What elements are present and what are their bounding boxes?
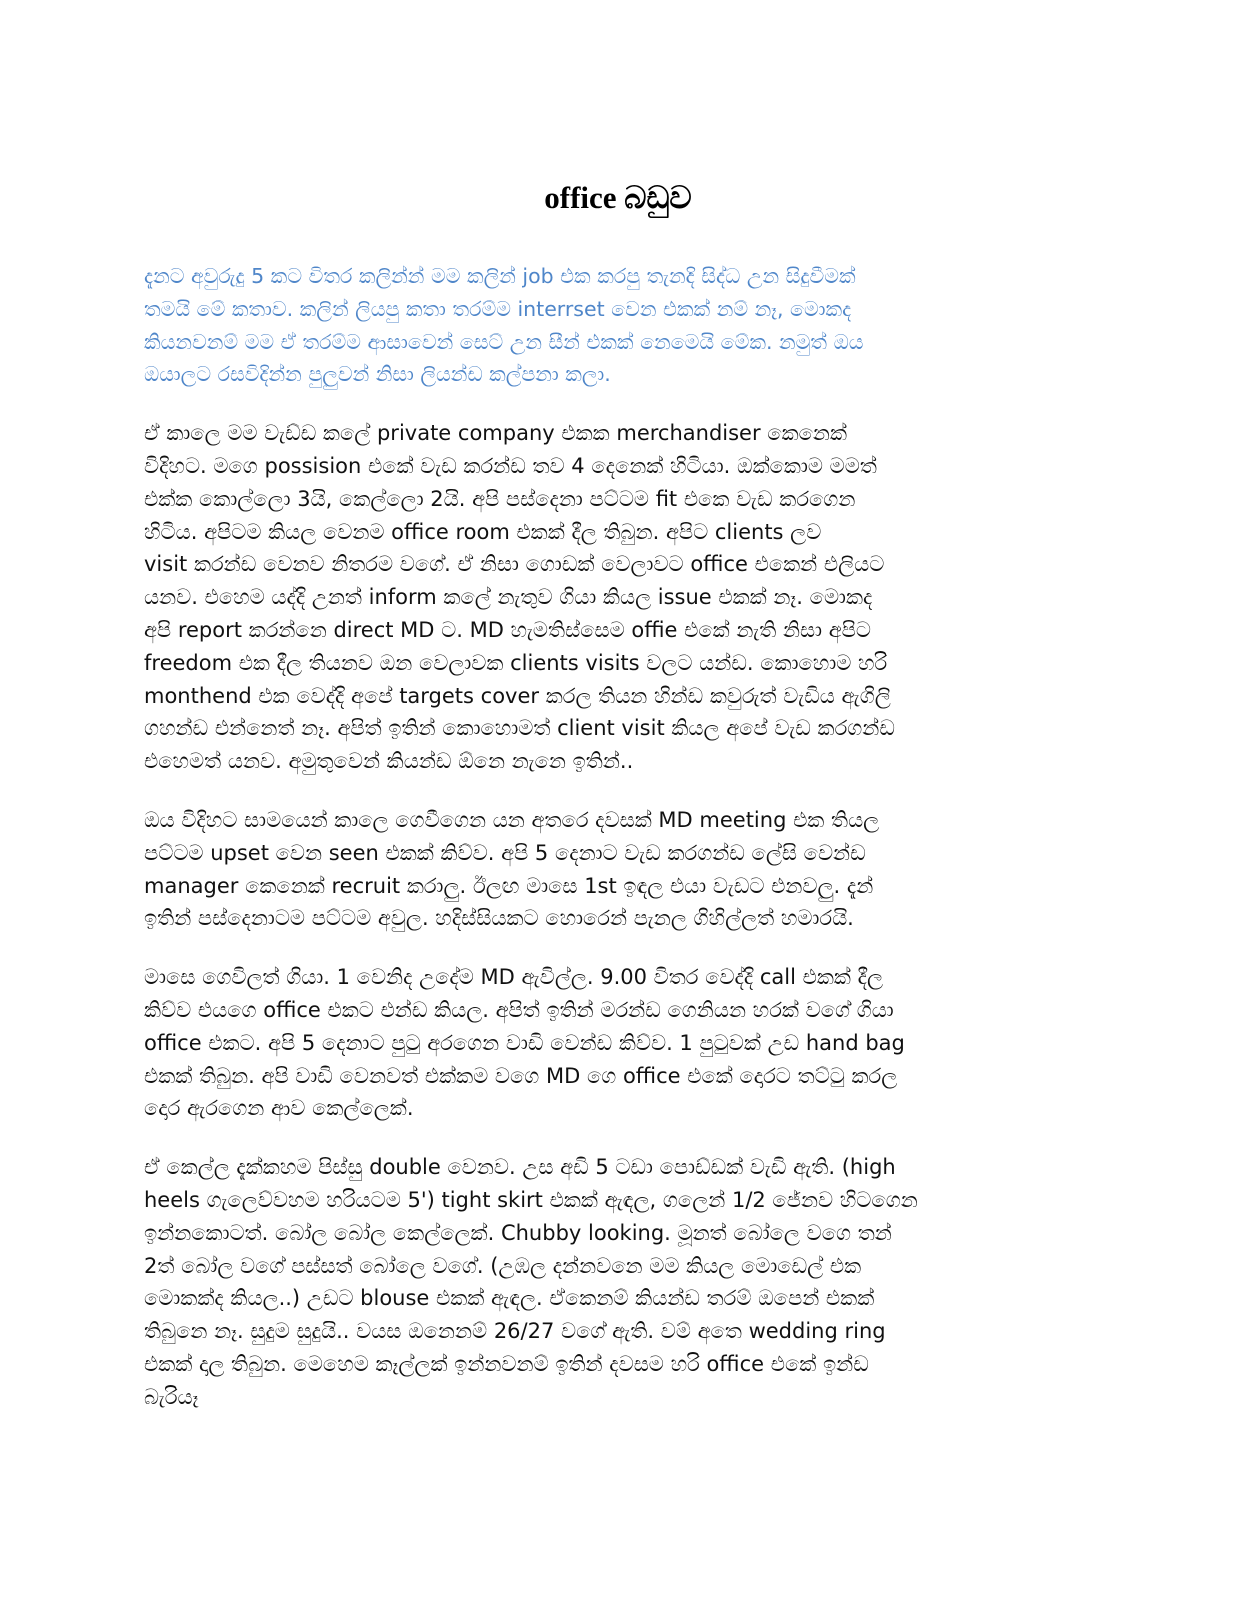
document-title: office බඩුව [544, 180, 692, 215]
text-line: heels ගැලෙව්වහම හරියටම 5') tight skirt එකක් ඇඳල, ගලෙන් 1/2 ජේනව හිටගෙන [144, 1187, 918, 1212]
text-line: බැරියෑ [144, 1384, 199, 1409]
intro-paragraph [144, 260, 1084, 391]
text-line: ගහන්ඩ එන්නෙත් නෑ. අපිත් ඉතින් කොහොමත් client visit කියල අපේ වැඩ කරගන්ඩ [144, 716, 895, 741]
text-line: freedom එක දීල තියනව ඔන වෙලාවක clients visits වලට යන්ඩ. කොහොම හරි [144, 650, 888, 675]
text-line: monthend එක වෙද්දි අපේ targets cover කරල තියන හින්ඩ කවුරුත් වැඩිය ඇගිලි [144, 683, 891, 708]
text-line: ඉතින් පස්දෙනාටම පට්ටම අවුල. හදිස්සියකට හොරෙන් පැනල ගිහිල්ලත් හමාරයි. [144, 906, 854, 931]
text-line: එකක් තිබුන. අපි වාඩි වෙනවත් එක්කම වගෙ MD ගෙ office එකේ දොරට තට්ටු කරල [144, 1063, 898, 1088]
document-body [144, 260, 1084, 1440]
text-line: ඔය විදිහට සාමයෙන් කාලෙ ගෙවීගෙන යන අතරෙ දවසක් MD meeting එක තියල [144, 807, 880, 832]
text-line: visit කරන්ඩ වෙනව නිතරම වගේ. ඒ නිසා ගොඩක් වෙලාවට office එකෙන් එලියට [144, 552, 885, 577]
text-line: මොකක්ද කියල..) උඩට blouse එකක් ඇඳල. ඒකෙනම් කියන්ඩ තරම් ඔපෙන් එකක් [144, 1286, 875, 1311]
paragraph-2 [144, 804, 1084, 935]
paragraph-1 [144, 417, 1084, 778]
text-line: හිටිය. අපිටම කියල වෙනම office room එකක් දීල තිබුන. අපිට clients ලව [144, 519, 822, 544]
paragraph-3 [144, 961, 1084, 1125]
text-line: මාසෙ ගෙවිලත් ගියා. 1 වෙනිද උදේම MD ඇවිල්ල. 9.00 විතර වෙද්දි call එකක් දීල [144, 965, 883, 990]
text-line: තිබුනෙ නෑ. සුදුම සුදුයි.. වයස ඔනෙනම් 26/27 වගේ ඇති. වම් අතෙ wedding ring [144, 1319, 886, 1344]
text-line: එකක් දාල තිබුන. මෙහෙම කෑල්ලක් ඉන්නවනම් ඉතින් දවසම හරි office එකේ ඉන්ඩ [144, 1351, 869, 1376]
text-line: යනව. එහෙම යද්දි උනත් inform කලේ නැතුව ගියා කියල issue එකක් නෑ. මොකද [144, 585, 873, 610]
text-line: කියනවනම් මම ඒ තරම්ම ආසාවෙන් සෙට් උන සීන් එකක් නෙමෙයි මේක. නමුත් ඔය [144, 329, 864, 354]
text-line: manager කෙනෙක් recruit කරාලු. ඊලඟ මාසෙ 1st ඉඳල එයා වැඩට එනවලු. දැන් [144, 873, 874, 898]
text-line: පට්ටම upset වෙන seen එකක් කිව්ව. අපි 5 දෙනාට වැඩ කරගන්ඩ ලේසි වෙන්ඩ [144, 840, 866, 865]
text-line: දැනට අවුරුදු 5 කට විතර කලින්න් මම කලින් job එක කරපු තැනදි සිද්ධ උන සිදුවීමක් [144, 264, 856, 288]
text-line: එහෙමත් යනව. අමුතුවෙන් කියන්ඩ ඕනෙ නැනෙ ඉතින්.. [144, 749, 634, 774]
text-line: ඒ කාලෙ මම වැඩ්ඩ කලේ private company එකක merchandiser කෙනෙක් [144, 421, 848, 446]
text-line: දොර ඇරගෙන ආව කෙල්ලෙක්. [144, 1096, 414, 1121]
text-line: ඒ කෙල්ල දැක්කහම පිස්සු double වෙනව. උස අඩි 5 ටඩා පොඩ්ඩක් වැඩි ඇති. (high [144, 1155, 896, 1180]
text-line: office එකට. අපි 5 දෙනාට පුටු අරගෙන වාඩි වෙන්ඩ කිව්ව. 1 පුටුවක් උඩ hand bag [144, 1030, 905, 1055]
text-line: 2ත් බෝල වගේ පස්සත් බෝලෙ වගේ. (උඹල දන්නවනෙ මම කියල මොඩෙල් එක [144, 1253, 862, 1278]
text-line: තමයි මේ කතාව. කලින් ලියපු කතා තරම්ම interrset වෙන එකක් නම් නෑ, මොකද [144, 296, 852, 321]
text-line: විදිහට. මගෙ possision එකේ වැඩ කරන්ඩ තව 4 දෙනෙක් හිටියා. ඔක්කොම මමත් [144, 453, 877, 478]
text-line: ඔයාලට රසවිදින්න පුලුවන් නිසා ලියන්ඩ කල්පනා කලා. [144, 362, 611, 387]
text-line: කිව්ව එයගෙ office එකට එන්ඩ කියල. අපිත් ඉතින් මරන්ඩ ගෙනියන හරක් වගේ ගියා [144, 997, 894, 1022]
paragraph-4 [144, 1151, 1084, 1413]
text-line: අපි report කරන්නෙ direct MD ට. MD හැමතිස්සෙම offie එකේ නැති නිසා අපිට [144, 617, 871, 642]
text-line: ඉන්නකොටත්. බෝල බෝල කෙල්ලෙක්. Chubby looking. මූනත් බෝලෙ වගෙ තන් [144, 1220, 892, 1245]
text-line: එක්ක කොල්ලො 3යි, කෙල්ලො 2යි. අපි පස්දෙනා පට්ටම fit එකෙ වැඩ කරගෙන [144, 486, 856, 511]
